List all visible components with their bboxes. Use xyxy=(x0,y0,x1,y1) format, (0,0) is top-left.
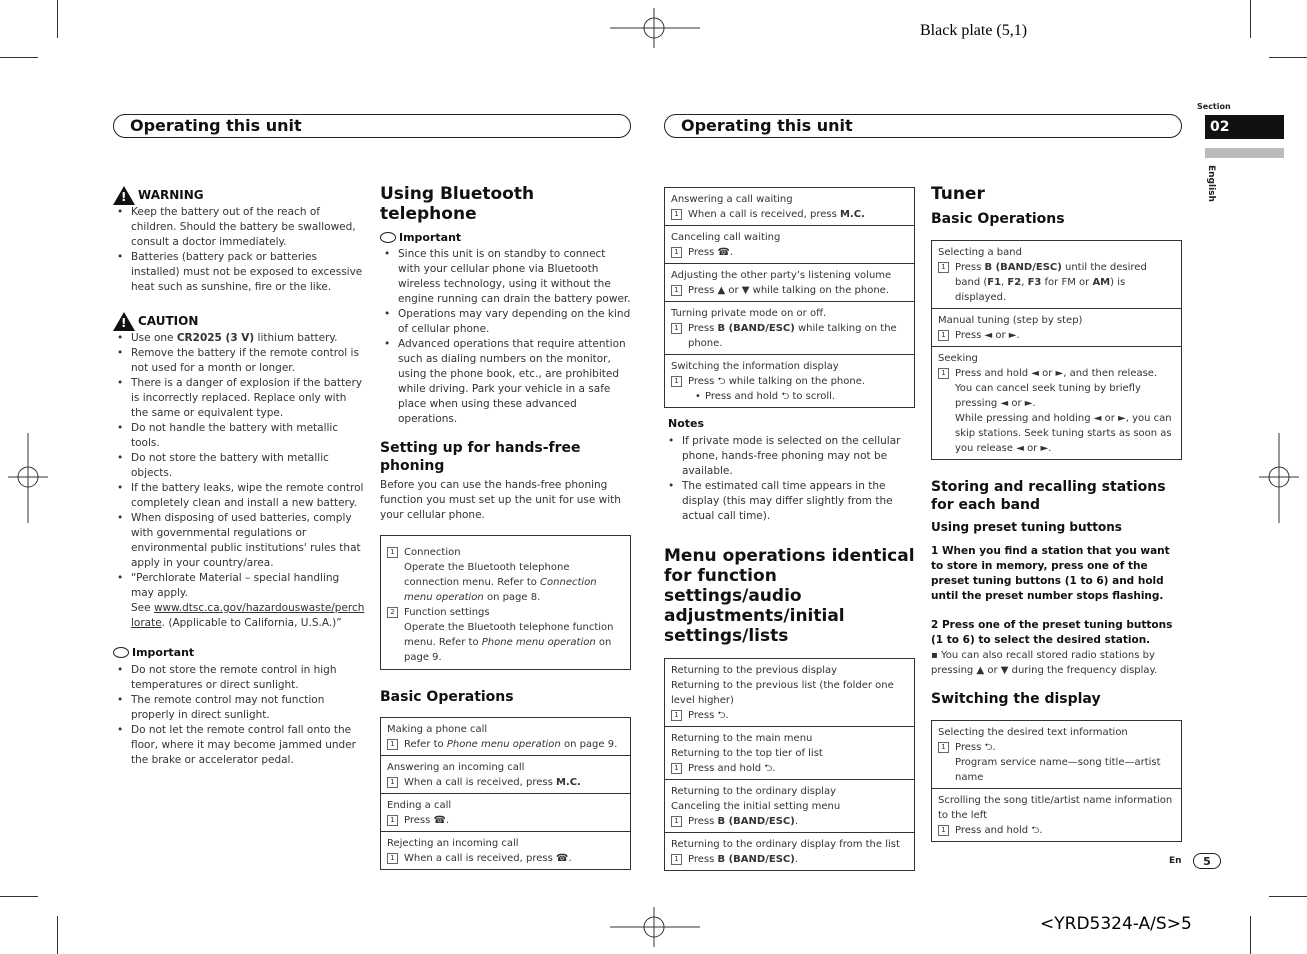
text: , xyxy=(1001,277,1008,288)
section-title: Tuner xyxy=(931,184,985,204)
row-head: Canceling the initial setting menu xyxy=(671,801,841,812)
subsection-title: Setting up for hands-free phoning xyxy=(380,440,581,474)
list-item: • Since this unit is on standby to connect with your cellular phone via Bluetooth wireless technology, using it without the engine running can drain the battery power. xyxy=(398,247,631,307)
text: Press xyxy=(688,247,718,258)
list-item: • The estimated call time appears in the display (this may differ slightly from the actual call time). xyxy=(682,479,915,524)
important-title: Important xyxy=(132,646,195,659)
warning-icon xyxy=(113,312,135,331)
table-row xyxy=(665,726,914,779)
list-item: • Advanced operations that require attention such as dialing numbers on the monitor, using the phone book, etc., are prohibited while driving. Park your vehicle in a safe place when using these advanced operations. xyxy=(398,337,631,427)
text: . xyxy=(794,816,798,827)
text: When a call is received, press xyxy=(404,777,556,788)
text: on page 8. xyxy=(483,592,541,603)
row-head: Returning to the previous list (the folder one level higher) xyxy=(671,680,894,706)
text: B (BAND/ESC) xyxy=(717,854,795,865)
important-icon xyxy=(380,232,396,243)
text: while talking on the phone. xyxy=(688,323,897,349)
subsection-title: Storing and recalling stations for each band xyxy=(931,479,1166,513)
text: . xyxy=(992,742,996,753)
text: for FM or xyxy=(1041,277,1093,288)
table-row xyxy=(381,755,630,793)
column-3 xyxy=(664,187,915,871)
registration-mark xyxy=(610,8,700,48)
row-head: Returning to the main menu xyxy=(671,733,813,744)
row-head: Switching the information display xyxy=(671,361,839,372)
crop-mark xyxy=(1269,57,1307,58)
subsection-title: Basic Operations xyxy=(380,689,514,705)
table-row xyxy=(665,225,914,263)
row-head: Answering a call waiting xyxy=(671,194,793,205)
important-heading xyxy=(380,230,631,245)
text: Function settings xyxy=(404,607,490,618)
warning-list xyxy=(113,205,365,295)
language-label: English xyxy=(1206,165,1216,202)
back-icon: ⮌ xyxy=(764,763,773,774)
crop-mark xyxy=(0,57,38,58)
text: F3 xyxy=(1027,277,1042,288)
important-list xyxy=(113,663,365,768)
text: . (Applicable to California, U.S.A.)” xyxy=(161,617,342,629)
text: B (BAND/ESC) xyxy=(984,262,1062,273)
text: See xyxy=(131,602,154,614)
text: You can cancel seek tuning by briefly pressing ◄ or ►. xyxy=(955,383,1141,409)
phone-ops-table xyxy=(664,187,915,408)
setup-box xyxy=(380,535,631,670)
caution-title: CAUTION xyxy=(138,314,199,328)
page-number: 5 xyxy=(1193,853,1221,869)
row-head: Turning private mode on or off. xyxy=(671,308,827,319)
text: Press xyxy=(955,742,985,753)
table-row xyxy=(665,263,914,301)
setup-text: Before you can use the hands-free phoning function you must set up the unit for use with your cellular phone. xyxy=(380,479,621,521)
text: on page 9. xyxy=(560,739,618,750)
step-number: 1 xyxy=(938,742,949,753)
text: . xyxy=(772,763,776,774)
table-row xyxy=(932,308,1181,346)
header-title: Operating this unit xyxy=(681,116,853,135)
section-tab-bar xyxy=(1205,148,1284,158)
text: Press and hold xyxy=(705,391,782,402)
text: Press and hold xyxy=(688,763,765,774)
table-row xyxy=(381,718,630,755)
text: . xyxy=(568,853,572,864)
list-item: • If the battery leaks, wipe the remote control completely clean and install a new battery. xyxy=(131,481,365,511)
text: While pressing and holding ◄ or ►, you can skip stations. Seek tuning starts as soon as you release ◄ or ►. xyxy=(955,413,1172,454)
row-head: Canceling call waiting xyxy=(671,232,781,243)
text: ) is displayed. xyxy=(955,277,1126,303)
list-item: • Do not store the battery with metallic objects. xyxy=(131,451,365,481)
row-head: Making a phone call xyxy=(387,724,488,735)
text: Press and hold ◄ or ►, and then release. xyxy=(955,368,1158,379)
subsection-title: Switching the display xyxy=(931,691,1101,707)
row-head: Returning to the ordinary display from the list xyxy=(671,839,900,850)
step-number: 1 xyxy=(671,816,682,827)
table-row xyxy=(665,188,914,225)
step-number: 1 xyxy=(938,825,949,836)
back-icon: ⮌ xyxy=(1031,825,1040,836)
text: You can also recall stored radio stations by pressing ▲ or ▼ during the frequency display. xyxy=(931,650,1158,676)
list-item: • Do not let the remote control fall onto the floor, where it may become jammed under the brake or accelerator pedal. xyxy=(131,723,365,768)
row-head: Returning to the previous display xyxy=(671,665,838,676)
registration-mark xyxy=(1259,433,1299,523)
step-number: 2 xyxy=(387,607,398,618)
text: Press xyxy=(688,710,718,721)
text: on page 9. xyxy=(404,637,612,663)
step-2: 2 Press one of the preset tuning buttons (1 to 6) to select the desired station. xyxy=(931,619,1173,646)
document-code: <YRD5324-A/S>5 xyxy=(1040,914,1192,934)
table-row xyxy=(932,241,1181,308)
row-head: Returning to the ordinary display xyxy=(671,786,836,797)
row-head: Selecting the desired text information xyxy=(938,727,1128,738)
warning-title: WARNING xyxy=(138,188,204,202)
text: Connection menu operation xyxy=(404,577,597,603)
bullet: • xyxy=(695,391,701,402)
header-bar-left xyxy=(113,114,631,138)
basic-ops-table xyxy=(380,717,631,870)
text: When a call is received, press xyxy=(404,853,556,864)
text: while talking on the phone. xyxy=(725,376,866,387)
step-number: 1 xyxy=(671,247,682,258)
setup-desc xyxy=(387,560,624,605)
dtsc-link[interactable]: www.dtsc.ca.gov/hazardouswaste/perchlorate xyxy=(131,602,365,629)
step-number: 1 xyxy=(387,739,398,750)
back-icon: ⮌ xyxy=(717,710,726,721)
back-icon: ⮌ xyxy=(984,742,993,753)
back-icon: ⮌ xyxy=(781,391,790,402)
step-number: 1 xyxy=(938,330,949,341)
registration-mark xyxy=(8,433,48,523)
important-list xyxy=(380,247,631,427)
text: Use one xyxy=(131,332,177,344)
list-item: • There is a danger of explosion if the battery is incorrectly replaced. Replace only with the same or equivalent type. xyxy=(131,376,365,421)
step-number: 1 xyxy=(387,815,398,826)
row-head: Manual tuning (step by step) xyxy=(938,315,1083,326)
row-head: Rejecting an incoming call xyxy=(387,838,519,849)
text: Press xyxy=(404,815,434,826)
list-item xyxy=(131,331,365,346)
crop-mark xyxy=(1250,0,1251,38)
text: M.C. xyxy=(555,777,581,788)
table-row xyxy=(932,721,1181,788)
notes-list xyxy=(664,434,915,524)
step-number: 1 xyxy=(671,376,682,387)
important-title: Important xyxy=(399,231,462,244)
row-head: Seeking xyxy=(938,353,978,364)
text: Press xyxy=(688,376,718,387)
page-lang: En xyxy=(1169,856,1182,866)
row-head: Answering an incoming call xyxy=(387,762,525,773)
step-number: 1 xyxy=(387,853,398,864)
text: Press xyxy=(688,816,718,827)
list-item: • The remote control may not function properly in direct sunlight. xyxy=(131,693,365,723)
warning-icon xyxy=(113,186,135,205)
registration-mark xyxy=(610,907,700,947)
text: B (BAND/ESC) xyxy=(717,816,795,827)
section-title: Menu operations identical for function settings/audio adjustments/initial settings/lists xyxy=(664,546,915,646)
table-row xyxy=(932,788,1181,841)
section-title: Using Bluetooth telephone xyxy=(380,184,535,224)
step-number: 1 xyxy=(671,854,682,865)
back-icon: ⮌ xyxy=(717,376,726,387)
subsection-title: Basic Operations xyxy=(931,211,1065,227)
text: Connection xyxy=(404,547,461,558)
step-number: 1 xyxy=(938,368,949,379)
list-item: • Do not store the remote control in high temperatures or direct sunlight. xyxy=(131,663,365,693)
table-row xyxy=(665,832,914,870)
step-1: 1 When you find a station that you want to store in memory, press one of the preset tuning buttons (1 to 6) and hold until the preset number stops flashing. xyxy=(931,545,1170,602)
text: Press xyxy=(688,323,718,334)
crop-mark xyxy=(57,916,58,954)
table-row xyxy=(665,659,914,726)
text: to scroll. xyxy=(789,391,836,402)
section-number-badge: 02 xyxy=(1205,115,1284,139)
text: F1 xyxy=(987,277,1002,288)
text: . xyxy=(1039,825,1043,836)
text: “Perchlorate Material – special handling may apply. xyxy=(131,572,340,599)
text: until the desired band ( xyxy=(955,262,1147,288)
text: . xyxy=(445,815,450,826)
header-title: Operating this unit xyxy=(130,116,302,135)
text: Press xyxy=(955,262,985,273)
text: Press xyxy=(688,854,718,865)
warning-heading xyxy=(113,186,365,205)
text: F2 xyxy=(1007,277,1022,288)
setup-desc xyxy=(387,620,624,665)
bullet: ▪ xyxy=(931,650,941,661)
row-head: Adjusting the other party’s listening volume xyxy=(671,270,892,281)
text: M.C. xyxy=(839,209,865,220)
row-head: Ending a call xyxy=(387,800,452,811)
list-item: • When disposing of used batteries, comply with governmental regulations or environmental public institutions' rules that apply in your country/area. xyxy=(131,511,365,571)
caution-list xyxy=(113,331,365,631)
text: Operate the Bluetooth telephone connection menu. Refer to xyxy=(404,562,570,588)
phone-icon: ☎ xyxy=(433,815,446,826)
phone-icon: ☎ xyxy=(555,853,569,864)
crop-mark xyxy=(0,896,38,897)
table-row xyxy=(665,779,914,832)
crop-mark xyxy=(1250,916,1251,954)
header-bar-right xyxy=(664,114,1182,138)
text: Press ▲ or ▼ while talking on the phone. xyxy=(688,285,890,296)
notes-title: Notes xyxy=(668,417,705,430)
menu-ops-table xyxy=(664,658,915,871)
text: , xyxy=(1021,277,1028,288)
display-ops-table xyxy=(931,720,1182,842)
row-head: Scrolling the song title/artist name information to the left xyxy=(938,795,1173,821)
list-item: • If private mode is selected on the cellular phone, hands-free phoning may not be available. xyxy=(682,434,915,479)
text: . xyxy=(725,710,729,721)
step-number: 1 xyxy=(671,710,682,721)
text: Refer to xyxy=(404,739,447,750)
caution-heading xyxy=(113,312,365,331)
step-number: 1 xyxy=(387,777,398,788)
list-item: • Operations may vary depending on the kind of cellular phone. xyxy=(398,307,631,337)
setup-item xyxy=(387,545,624,560)
text: . xyxy=(729,247,734,258)
crop-mark xyxy=(1269,896,1307,897)
text: lithium battery. xyxy=(254,332,338,344)
text: Press and hold xyxy=(955,825,1032,836)
list-item: • Keep the battery out of the reach of children. Should the battery be swallowed, consult a doctor immediately. xyxy=(131,205,365,250)
table-row xyxy=(665,354,914,407)
text: When a call is received, press xyxy=(688,209,840,220)
table-row xyxy=(932,346,1181,459)
list-item: • Do not handle the battery with metallic tools. xyxy=(131,421,365,451)
step-number: 1 xyxy=(671,763,682,774)
step-number: 1 xyxy=(938,262,949,273)
step-number: 1 xyxy=(671,209,682,220)
important-icon xyxy=(113,647,129,658)
text: Phone menu operation xyxy=(481,637,596,648)
tuner-ops-table xyxy=(931,240,1182,460)
text: Phone menu operation xyxy=(446,739,561,750)
list-item xyxy=(131,571,365,631)
table-row xyxy=(381,831,630,869)
step-number: 1 xyxy=(671,285,682,296)
important-heading xyxy=(113,645,365,660)
text: B (BAND/ESC) xyxy=(717,323,795,334)
list-item: • Batteries (battery pack or batteries installed) must not be exposed to excessive heat such as sunshine, fire or the like. xyxy=(131,250,365,295)
text: Program service name—song title—artist name xyxy=(955,757,1161,783)
battery-type: CR2025 (3 V) xyxy=(176,332,255,344)
column-1 xyxy=(113,186,365,768)
setup-item xyxy=(387,605,624,620)
column-4 xyxy=(931,184,1182,842)
plate-label: Black plate (5,1) xyxy=(920,22,1028,39)
section-label: Section xyxy=(1197,102,1231,111)
step-number: 1 xyxy=(671,323,682,334)
text: . xyxy=(794,854,798,865)
row-head: Returning to the top tier of list xyxy=(671,748,823,759)
list-item: • Remove the battery if the remote control is not used for a month or longer. xyxy=(131,346,365,376)
text: Operate the Bluetooth telephone function menu. Refer to xyxy=(404,622,614,648)
crop-mark xyxy=(57,0,58,38)
step-2-note xyxy=(931,648,1182,678)
table-row xyxy=(665,301,914,354)
phone-icon: ☎ xyxy=(717,247,730,258)
step-number: 1 xyxy=(387,547,398,558)
text: Press ◄ or ►. xyxy=(955,330,1020,341)
row-head: Selecting a band xyxy=(938,247,1022,258)
column-2 xyxy=(380,184,631,870)
subsubsection-title: Using preset tuning buttons xyxy=(931,520,1122,534)
table-row xyxy=(381,793,630,831)
text: AM xyxy=(1092,277,1111,288)
